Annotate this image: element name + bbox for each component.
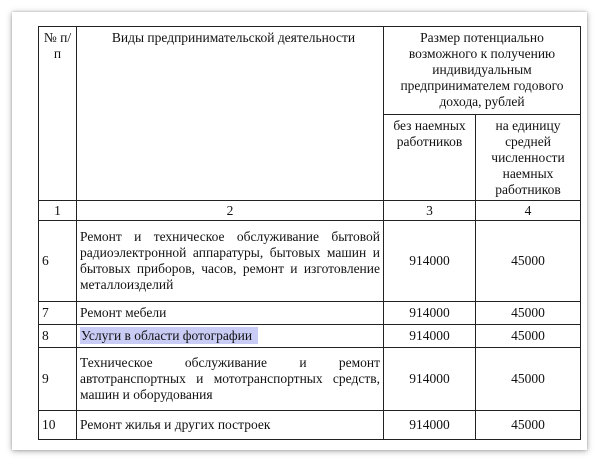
header-without-employees: без наемных работников xyxy=(384,115,476,201)
row-number: 9 xyxy=(39,348,77,411)
row-income-without-employees: 914000 xyxy=(384,325,476,348)
column-index: 2 xyxy=(77,201,384,221)
row-number: 8 xyxy=(39,325,77,348)
row-income-per-employee: 45000 xyxy=(476,348,581,411)
row-activity: Ремонт жилья и других построек xyxy=(77,411,384,440)
row-number: 7 xyxy=(39,302,77,325)
column-index-row xyxy=(39,201,581,221)
row-income-per-employee: 45000 xyxy=(476,302,581,325)
header-per-employee: на единицу средней численности наемных работников xyxy=(476,115,581,201)
row-number: 6 xyxy=(39,221,77,302)
table-row xyxy=(39,325,581,348)
column-index: 3 xyxy=(384,201,476,221)
row-income-per-employee: 45000 xyxy=(476,411,581,440)
row-income-without-employees: 914000 xyxy=(384,302,476,325)
row-number: 10 xyxy=(39,411,77,440)
highlighted-activity: Услуги в области фотографии xyxy=(80,327,258,344)
header-num: № п/п xyxy=(39,27,77,201)
table-row xyxy=(39,221,581,302)
table-row xyxy=(39,348,581,411)
row-income-without-employees: 914000 xyxy=(384,348,476,411)
row-activity: Ремонт и техническое обслуживание бытовой радиоэлектронной аппаратуры, бытовых машин и бытовых приборов, часов, ремонт и изготовление металлоизделий xyxy=(77,221,384,302)
row-income-per-employee: 45000 xyxy=(476,221,581,302)
column-index: 1 xyxy=(39,201,77,221)
table-row xyxy=(39,302,581,325)
income-table xyxy=(38,26,581,440)
document-page xyxy=(12,12,587,450)
table-row xyxy=(39,411,581,440)
row-income-per-employee: 45000 xyxy=(476,325,581,348)
row-income-without-employees: 914000 xyxy=(384,221,476,302)
header-income: Размер потенциально возможного к получению индивидуальным предпринимателем годового дохода, рублей xyxy=(384,27,581,115)
row-activity: Техническое обслуживание и ремонт автотранспортных и мототранспортных средств, машин и оборудования xyxy=(77,348,384,411)
header-activity: Виды предпринимательской деятельности xyxy=(77,27,384,201)
column-index: 4 xyxy=(476,201,581,221)
row-activity: Ремонт мебели xyxy=(77,302,384,325)
header-row xyxy=(39,27,581,115)
row-activity-cell xyxy=(77,325,384,348)
row-income-without-employees: 914000 xyxy=(384,411,476,440)
